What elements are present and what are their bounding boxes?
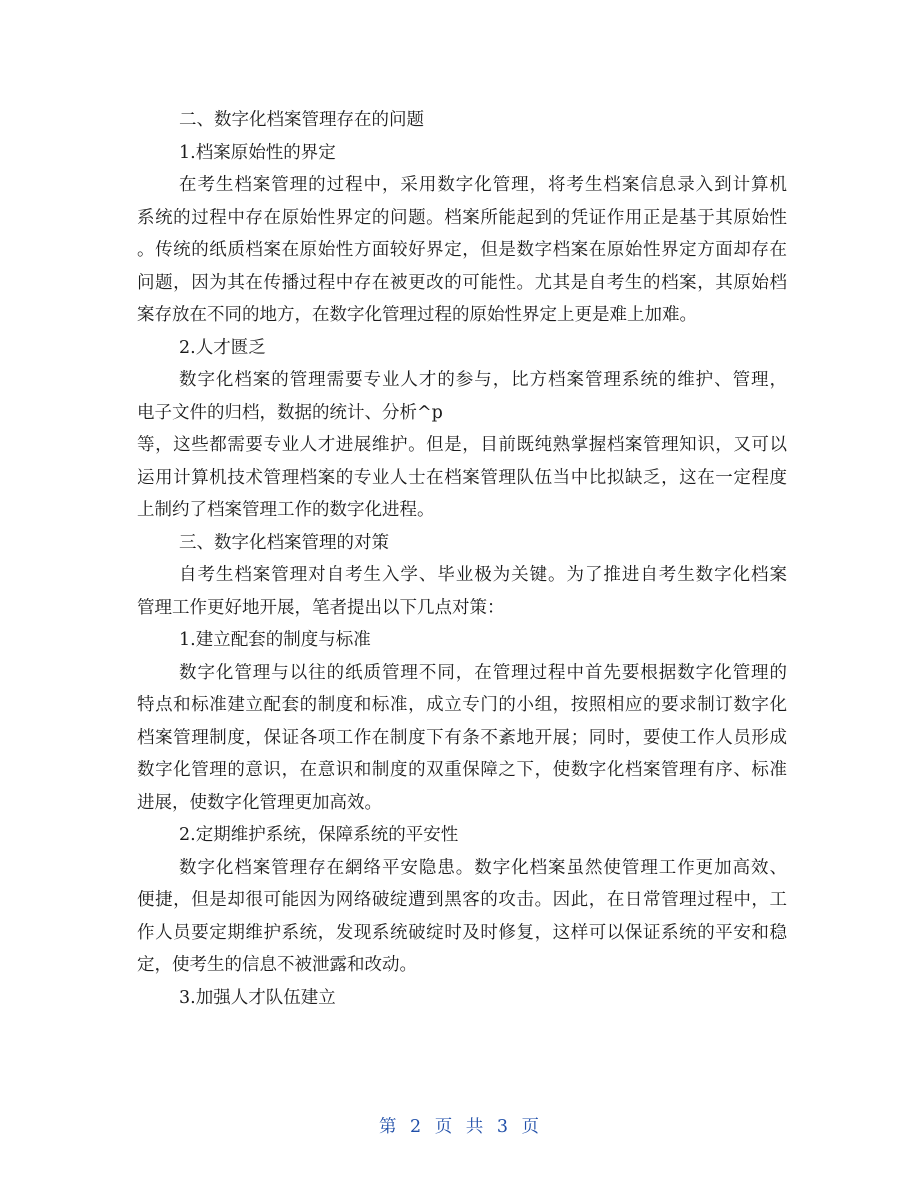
text-line: 三、数字化档案管理的对策 <box>179 532 389 553</box>
text-line: 定，使考生的信息不被泄露和改动。 <box>137 955 417 975</box>
text-line: 系统的过程中存在原始性界定的问题。档案所能起到的凭证作用正是基于其原始性 <box>137 207 787 228</box>
text-line: 问题，因为其在传播过程中存在被更改的可能性。尤其是自考生的档案，其原始档 <box>137 272 787 293</box>
text-line: 管理工作更好地开展，笔者提出以下几点对策： <box>137 597 505 618</box>
text-line: 自考生档案管理对自考生入学、毕业极为关键。为了推进自考生数字化档案 <box>179 565 787 585</box>
text-line: 档案管理制度，保证各项工作在制度下有条不紊地开展；同时，要使工作人员形成 <box>137 727 787 748</box>
text-line: 2.人才匮乏 <box>179 337 266 358</box>
text-line: 2.定期维护系统，保障系统的平安性 <box>179 825 459 845</box>
text-line: 数字化管理的意识，在意识和制度的双重保障之下，使数字化档案管理有序、标准 <box>137 760 787 780</box>
text-line: 3.加强人才队伍建立 <box>179 987 336 1008</box>
text-line: 数字化管理与以往的纸质管理不同，在管理过程中首先要根据数字化管理的 <box>179 662 787 683</box>
text-line: 数字化档案的管理需要专业人才的参与，比方档案管理系统的维护、管理， <box>179 370 787 390</box>
text-line: 在考生档案管理的过程中，采用数字化管理，将考生档案信息录入到计算机 <box>179 175 787 195</box>
text-line: 运用计算机技术管理档案的专业人士在档案管理队伍当中比拟缺乏，这在一定程度 <box>137 467 787 488</box>
text-line: 1.档案原始性的界定 <box>179 142 336 163</box>
text-line: 便捷，但是却很可能因为网络破绽遭到黑客的攻击。因此，在日常管理过程中，工 <box>137 890 787 910</box>
text-line: 特点和标准建立配套的制度和标准，成立专门的小组，按照相应的要求制订数字化 <box>137 695 787 715</box>
text-line: 案存放在不同的地方，在数字化管理过程的原始性界定上更是难上加难。 <box>137 305 697 325</box>
text-line: 等，这些都需要专业人才进展维护。但是，目前既纯熟掌握档案管理知识，又可以 <box>137 435 787 455</box>
text-line: 电子文件的归档，数据的统计、分析^p <box>137 402 443 423</box>
text-line: 上制约了档案管理工作的数字化进程。 <box>137 500 435 520</box>
text-line: 数字化档案管理存在網络平安隐患。数字化档案虽然使管理工作更加高效、 <box>179 857 787 878</box>
text-line: 作人员要定期维护系统，发现系统破绽时及时修复，这样可以保证系统的平安和稳 <box>137 922 787 943</box>
text-line: 二、数字化档案管理存在的问题 <box>179 110 424 130</box>
text-line: 进展，使数字化管理更加高效。 <box>137 792 382 813</box>
text-line: 。传统的纸质档案在原始性方面较好界定，但是数字档案在原始性界定方面却存在 <box>137 240 787 260</box>
page-footer: 第 2 页 共 3 页 <box>378 1117 542 1137</box>
text-line: 1.建立配套的制度与标准 <box>179 630 371 650</box>
document-body <box>137 104 787 1014</box>
